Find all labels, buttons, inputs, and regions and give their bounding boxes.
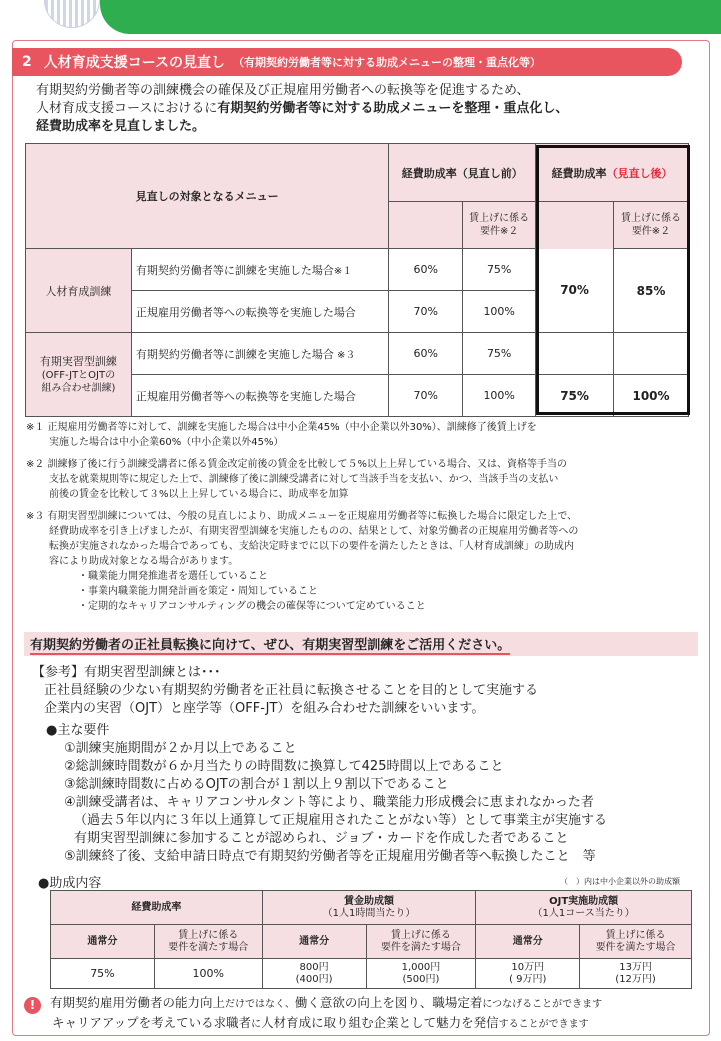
callout-banner [24, 632, 698, 656]
footnote-line: 前後の賃金を比較して３%以上上昇している場合に、助成率を加算 [49, 489, 349, 500]
after-rate-cell: 75% [536, 375, 614, 417]
aid-value: 75% [51, 959, 155, 989]
aid-normal-header: 通常分 [51, 925, 155, 959]
blank-cell [536, 333, 614, 375]
after-rate-cell: 70% [536, 249, 614, 333]
aid-table [50, 890, 692, 989]
aid-header-text: （1人1時間当たり） [322, 907, 416, 919]
aid-value [366, 959, 476, 989]
blank-cell [389, 202, 463, 249]
table-row [51, 959, 692, 989]
bottom-text: 働く意欲の向上を図り、職場定着 [294, 995, 483, 1010]
menu-cell: 正規雇用労働者等への転換等を実施した場合 [131, 375, 389, 417]
requirement-item: ①訓練実施期間が２か月以上であること [64, 741, 297, 756]
footnote-line: ※２ 訓練修了後に行う訓練受講者に係る賃金改定前後の賃金を比較して５%以上上昇している場合、又は、資格等手当の [26, 459, 568, 470]
exclamation-icon: ! [24, 997, 41, 1014]
after-header-highlight: （見直し後） [606, 166, 673, 180]
aid-note: （ ）内は中小企業以外の助成額 [560, 877, 680, 886]
requirement-item: （過去５年以内に３年以上通算して正規雇用されたことがない等）として事業主が実施する [74, 813, 608, 828]
aid-value-text: (500円) [402, 973, 440, 985]
subsidy-rate-table [25, 143, 689, 417]
footnote-line: 実施した場合は中小企業60%（中小企業以外45%） [49, 437, 284, 448]
aid-header-ojt [476, 891, 692, 925]
note-mark: ※３ [333, 349, 356, 361]
before-header: 経費助成率（見直し前） [389, 144, 536, 202]
before-rate-cell: 70% [389, 375, 463, 417]
aid-header-text: 要件を満たす場合 [595, 941, 676, 953]
before-wage-cell: 75% [463, 333, 536, 375]
section-subtitle: （有期契約労働者等に対する助成メニューの整理・重点化等） [233, 56, 542, 69]
aid-header-text: 要件を満たす場合 [168, 941, 249, 953]
requirement-item: ④訓練受講者は、キャリアコンサルタント等により、職業能力形成機会に恵まれなかった者 [64, 795, 594, 810]
note-mark: ※１ [333, 265, 353, 277]
after-wage-cell: 85% [614, 249, 689, 333]
table-row [26, 333, 689, 375]
callout-text: 有期契約労働者の正社員転換に向けて、ぜひ、有期実習型訓練をご活用ください。 [30, 634, 510, 655]
intro-line [36, 118, 696, 136]
requirement-item: ③総訓練時間数に占めるOJTの割合が１割以上９割以下であること [64, 777, 449, 792]
bottom-text-small: だけではなく、 [225, 999, 295, 1010]
aid-header-text: 賃上げに係る [390, 929, 451, 941]
before-wage-cell: 100% [463, 291, 536, 333]
aid-value-text: 13万円 [619, 961, 652, 973]
aid-value-text: 800円 [299, 961, 329, 973]
bottom-text: キャリアアップを考えている求職者 [52, 1015, 252, 1030]
after-wage-cell: 100% [614, 375, 689, 417]
aid-value-text: 1,000円 [401, 961, 441, 973]
footnote-bullet: ・職業能力開発推進者を選任していること [78, 571, 268, 582]
menu-text: 有期契約労働者等に訓練を実施した場合 [135, 263, 334, 277]
aid-header-text: 賃金助成額 [344, 895, 394, 907]
aid-value [476, 959, 580, 989]
aid-title: ●助成内容 [38, 876, 102, 891]
aid-normal-header: 通常分 [476, 925, 580, 959]
table-row [26, 249, 689, 291]
aid-header-rate: 経費助成率 [51, 891, 263, 925]
bottom-text-small: することができます [498, 1019, 589, 1030]
footnote-1 [26, 420, 706, 450]
footnote-bullet: ・定期的なキャリアコンサルティングの機会の確保等について定めていること [78, 601, 426, 612]
aid-header-text: OJT実施助成額 [549, 895, 619, 907]
reference-text: 企業内の実習（OJT）と座学等（OFF-JT）を組み合わせた訓練をいいます。 [44, 701, 485, 716]
group-label-line: 組み合わせ訓練) [41, 382, 116, 394]
menu-cell [131, 333, 389, 375]
footnote-3 [26, 509, 706, 614]
footnote-line: ※３ 有期実習型訓練については、今般の見直しにより、助成メニューを正規雇用労働者等に転換した場合に限定した上で、 [26, 511, 578, 522]
aid-wage-header [366, 925, 476, 959]
aid-header-text: 賃上げに係る [178, 929, 239, 941]
aid-value [262, 959, 366, 989]
reference-section [32, 664, 702, 866]
bottom-message [24, 994, 704, 1034]
group-label-line: 有期実習型訓練 [39, 354, 117, 368]
section-heading [12, 48, 682, 76]
aid-wage-header [580, 925, 692, 959]
before-rate-cell: 60% [389, 333, 463, 375]
before-wage-cell: 75% [463, 249, 536, 291]
group-label [26, 333, 132, 417]
blank-cell [536, 202, 614, 249]
aid-wage-header [154, 925, 262, 959]
bottom-line [24, 1014, 704, 1034]
bottom-text: 有期契約雇用労働者の能力向上 [50, 995, 226, 1010]
requirement-item: ⑤訓練終了後、支給申請日時点で有期契約労働者等を正規雇用労働者等へ転換したこと 等 [64, 849, 596, 864]
blank-cell [614, 333, 689, 375]
requirement-item: 有期実習型訓練に参加することが認められ、ジョブ・カードを作成した者であること [74, 831, 569, 846]
menu-cell [131, 249, 389, 291]
before-wage-cell: 100% [463, 375, 536, 417]
footnote-line: ※１ 正規雇用労働者等に対して、訓練を実施した場合は中小企業45%（中小企業以外30%）、訓練修了後賃上げを [26, 422, 537, 433]
menu-cell: 正規雇用労働者等への転換等を実施した場合 [131, 291, 389, 333]
aid-header-wage [262, 891, 476, 925]
wage-req-header [463, 202, 536, 249]
reference-title: 【参考】有期実習型訓練とは･･･ [32, 665, 221, 680]
aid-value: 100% [154, 959, 262, 989]
intro-text-bold: 有期契約労働者等に対する助成メニューを整理・重点化し、 [217, 101, 569, 116]
wage-req-text: 要件※２ [631, 226, 671, 237]
intro-line: 有期契約労働者等の訓練機会の確保及び正規雇用労働者への転換等を促進するため、 [36, 83, 530, 98]
footnote-bullet: ・事業内職業能力開発計画を策定・周知していること [78, 586, 318, 597]
header-bar [0, 0, 721, 34]
decorative-circle-icon [44, 0, 100, 28]
footnotes [26, 420, 706, 621]
footnote-line: 容により助成対象となる場合があります。 [49, 556, 239, 567]
section-title: 人材育成支援コースの見直し [43, 55, 226, 71]
reference-text: 正社員経験の少ない有期契約労働者を正社員に転換させることを目的として実施する [44, 683, 539, 698]
aid-value-text: (400円) [295, 973, 333, 985]
intro-text-plain: 人材育成支援コースにおけるに [36, 101, 218, 116]
intro-text-bold: 経費助成率を見直しました。 [36, 119, 206, 134]
before-rate-cell: 60% [389, 249, 463, 291]
bottom-text: 人材育成に取り組む企業として魅力を発信 [261, 1015, 499, 1030]
requirements-title: ●主な要件 [46, 723, 110, 738]
aid-normal-header: 通常分 [262, 925, 366, 959]
aid-header-text: 賃上げに係る [605, 929, 666, 941]
footnote-line: 支払を就業規則等に規定した上で、訓練修了後に訓練受講者に対して当該手当を支払い、かつ、当該手当の支払い [49, 474, 559, 485]
aid-value-text: (12万円) [615, 973, 656, 985]
wage-req-text: 賃上げに係る [621, 213, 681, 224]
aid-value-text: ( 9万円) [509, 973, 547, 985]
bottom-text-small: に [251, 1019, 262, 1030]
group-label-line: (OFF-JTとOJTの [41, 369, 116, 381]
aid-header-text: （1人1コース当たり） [532, 907, 635, 919]
footnote-line: 転換が実施されなかった場合であっても、支給決定時までに以下の要件を満たしたときは、「人材育成訓練」の助成内 [49, 541, 574, 552]
intro-text [36, 82, 696, 136]
aid-header-text: 要件を満たす場合 [380, 941, 461, 953]
group-label: 人材育成訓練 [26, 249, 132, 333]
footnote-line: 経費助成率を引き上げましたが、有期実習型訓練を実施したものの、結果として、対象労働者の正規雇用労働者等への [49, 526, 579, 537]
intro-line [36, 100, 696, 118]
bottom-text-small: につなげることができます [482, 999, 603, 1010]
bottom-line [24, 994, 704, 1014]
wage-req-text: 賃上げに係る [469, 213, 530, 224]
wage-req-header [614, 202, 689, 249]
before-rate-cell: 70% [389, 291, 463, 333]
footnote-2 [26, 457, 706, 502]
after-header [536, 144, 689, 202]
wage-req-text: 要件※２ [479, 226, 519, 237]
aid-value [580, 959, 692, 989]
menu-header: 見直しの対象となるメニュー [26, 144, 389, 249]
after-header-label: 経費助成率 [551, 166, 607, 180]
requirement-item: ②総訓練時間数が６か月当たりの時間数に換算して425時間以上であること [64, 759, 504, 774]
header-green-band [100, 0, 721, 34]
section-number: 2 [22, 54, 32, 70]
aid-value-text: 10万円 [511, 961, 545, 973]
menu-text: 有期契約労働者等に訓練を実施した場合 [135, 347, 334, 361]
